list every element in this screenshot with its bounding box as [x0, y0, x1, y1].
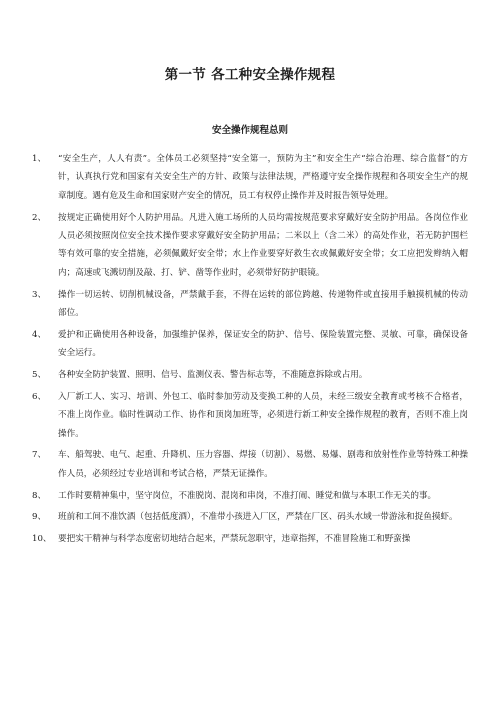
rule-item-3 — [32, 286, 468, 323]
rule-text: 车、船驾驶、电气、起重、升降机、压力容器、焊接（切割）、易燃、易爆、剧毒和放射性作业等特殊工种操作人员，必须经过专业培训和考试合格，严禁无证操作。 — [58, 450, 468, 479]
rule-number: 4、 — [32, 329, 47, 340]
rule-text: 班前和工间不准饮酒（包括低度酒），不准带小孩进入厂区，严禁在厂区、码头水域一带游泳和捉鱼摸虾。 — [58, 512, 458, 523]
rule-item-6 — [32, 388, 468, 443]
rule-number: 6、 — [32, 391, 47, 402]
rule-text: 各种安全防护装置、照明、信号、监测仪表、警告标志等，不准随意拆除或占用。 — [58, 370, 368, 381]
rules-list — [32, 150, 468, 552]
rule-item-7 — [32, 446, 468, 483]
rule-number: 7、 — [32, 450, 47, 461]
rule-item-1 — [32, 150, 468, 205]
rule-text: 按规定正确使用好个人防护用品。凡进入施工场所的人员均需按规范要求穿戴好安全防护用品。各岗位作业人员必须按照岗位安全技术操作要求穿戴好安全防护用品；二米以上（含二米）的高处作业，若无防护围栏等有效可靠的安全措施，必须佩戴好安全带；水上作业要穿好救生衣或佩戴好安全带；女工应把发辫纳入帽内；高速或飞溅切削及敲、打、铲、凿等作业时，必须带好防护眼镜。 — [58, 212, 468, 278]
rule-item-4 — [32, 326, 468, 363]
rule-number: 9、 — [32, 512, 47, 523]
rule-text: 操作一切运转、切削机械设备，严禁戴手套，不得在运转的部位跨越、传递物件或直接用手触摸机械的传动部位。 — [58, 289, 468, 319]
rule-text: 爱护和正确使用各种设备，加强维护保养，保证安全的防护、信号、保险装置完整、灵敏、可靠，确保设备安全运行。 — [58, 329, 468, 359]
rule-item-2 — [32, 209, 468, 283]
page-title: 第一节 各工种安全操作规程 — [164, 67, 336, 83]
rule-number: 2、 — [32, 212, 47, 223]
rule-number: 3、 — [32, 289, 47, 300]
rule-number: 8、 — [32, 490, 47, 501]
section-subtitle: 安全操作规程总则 — [211, 125, 288, 136]
rule-item-5 — [32, 366, 468, 384]
rule-number: 5、 — [32, 370, 47, 381]
rule-item-8 — [32, 487, 468, 505]
rule-text: 要把实干精神与科学态度密切地结合起来，严禁玩忽职守，违章指挥，不准冒险施工和野蛮操 — [58, 534, 411, 545]
rule-text: “安全生产，人人有责”。全体员工必须坚持“安全第一，预防为主”和安全生产“综合治理、综合监督”的方针，认真执行党和国家有关安全生产的方针、政策与法律法规，严格遵守安全操作规程和各项安全生产的规章制度。遇有危及生命和国家财产安全的情况，员工有权停止操作并及时报告领导处理。 — [58, 154, 468, 201]
rule-text: 工作时要精神集中，坚守岗位，不准脱岗、混岗和串岗，不准打闹、睡觉和做与本职工作无关的事。 — [58, 490, 437, 501]
rule-text: 入厂新工人、实习、培训、外包工、临时参加劳动及变换工种的人员，未经三级安全教育或考核不合格者，不准上岗作业。临时性调动工作、协作和顶岗加班等，必须进行新工种安全操作规程的教育，否则不准上岗操作。 — [58, 391, 468, 439]
rule-item-9 — [32, 508, 468, 526]
rule-item-10 — [32, 530, 468, 548]
rule-number: 1、 — [32, 154, 47, 164]
rule-number: 10、 — [32, 534, 52, 545]
